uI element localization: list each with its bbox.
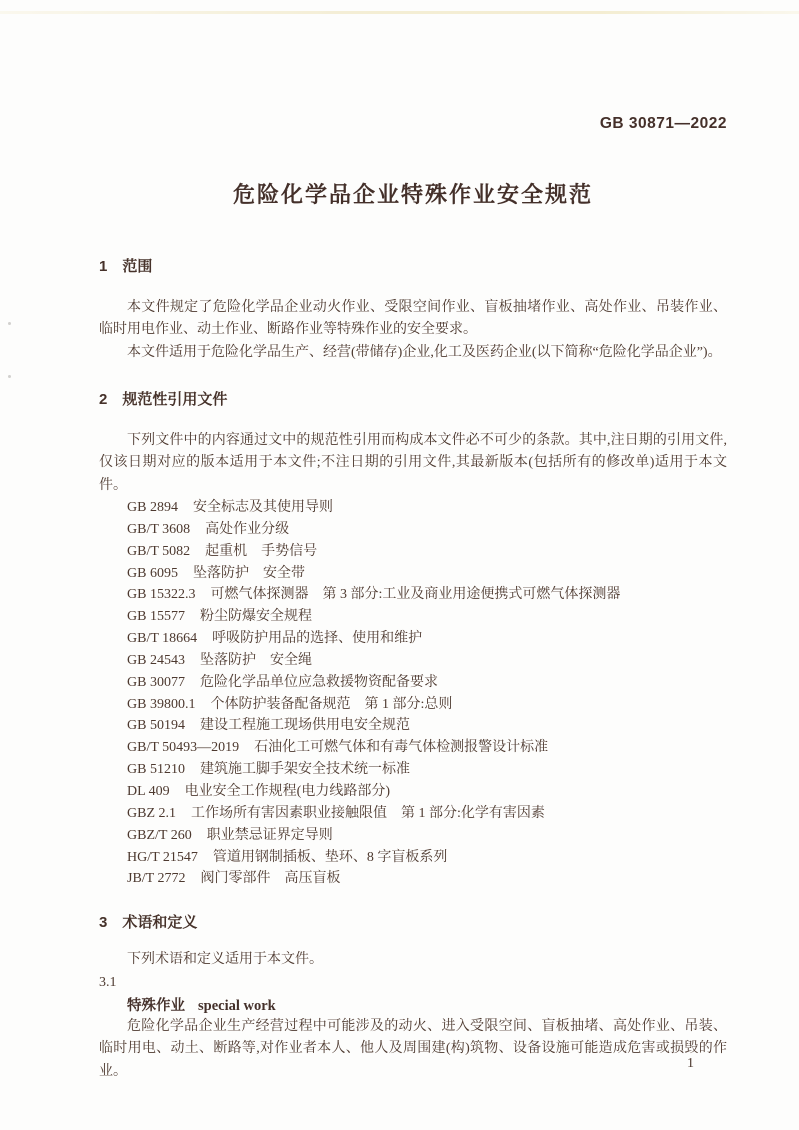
reference-code: GB 30077	[127, 674, 185, 690]
term-definition-block	[99, 1016, 727, 1083]
reference-code: JB/T 2772	[127, 871, 186, 887]
reference-title: 坠落防护 安全绳	[199, 652, 312, 668]
reference-item	[127, 672, 747, 694]
reference-code: GB 2894	[127, 500, 178, 515]
reference-title: 起重机 手势信号	[205, 543, 318, 559]
reference-title: 高处作业分级	[205, 521, 290, 537]
reference-code: GB/T 18664	[127, 631, 198, 647]
page-number: 1	[687, 1056, 694, 1071]
scan-artifact-speck	[8, 375, 11, 378]
section-2-heading: 2 规范性引用文件	[99, 391, 228, 408]
section-3-heading: 3 术语和定义	[99, 914, 198, 931]
reference-item	[127, 497, 747, 519]
reference-title: 安全标志及其使用导则	[192, 500, 333, 515]
reference-title: 管道用钢制插板、垫环、8 字盲板系列	[212, 849, 448, 865]
reference-title: 职业禁忌证界定导则	[206, 827, 333, 843]
reference-item	[127, 825, 747, 847]
reference-item	[127, 650, 747, 672]
reference-item	[127, 759, 747, 781]
reference-item	[127, 847, 747, 869]
reference-code: GB/T 5082	[127, 543, 191, 559]
scan-artifact-speck	[8, 322, 11, 325]
reference-title: 粉尘防爆安全规程	[199, 609, 312, 625]
reference-item	[127, 628, 747, 650]
reference-code: GB 39800.1	[127, 696, 196, 712]
reference-title: 个体防护装备配备规范 第 1 部分:总则	[210, 696, 453, 712]
term-entry	[127, 994, 276, 1015]
reference-title: 阀门零部件 高压盲板	[200, 871, 341, 887]
scope-paragraph-2: 本文件适用于危险化学品生产、经营(带储存)企业,化工及医药企业(以下简称“危险化学品企业”)。	[127, 344, 722, 360]
reference-title: 呼吸防护用品的选择、使用和维护	[212, 631, 423, 647]
reference-title: 工作场所有害因素职业接触限值 第 1 部分:化学有害因素	[191, 805, 545, 821]
reference-item	[127, 563, 747, 585]
term-definition: 危险化学品企业生产经营过程中可能涉及的动火、进入受限空间、盲板抽堵、高处作业、吊装、临时用电、动土、断路等,对作业者本人、他人及周围建(构)筑物、设备设施可能造成危害或损毁的作业。	[99, 1019, 727, 1079]
reference-title: 可燃气体探测器 第 3 部分:工业及商业用途便携式可燃气体探测器	[210, 587, 621, 603]
section-1-body	[99, 297, 727, 364]
reference-code: HG/T 21547	[127, 849, 198, 865]
reference-item	[127, 715, 747, 737]
normative-references-intro: 下列文件中的内容通过文中的规范性引用而构成本文件必不可少的条款。其中,注日期的引用文件,仅该日期对应的版本适用于本文件;不注日期的引用文件,其最新版本(包括所有的修改单)适用于本文件。	[99, 433, 727, 493]
reference-item	[127, 694, 747, 716]
reference-item	[127, 541, 747, 563]
term-english: special work	[198, 998, 276, 1014]
reference-item	[127, 606, 747, 628]
reference-code: GB/T 50493—2019	[127, 740, 240, 756]
term-number: 3.1	[99, 975, 117, 990]
reference-code: GB 6095	[127, 565, 178, 581]
reference-item	[127, 803, 747, 825]
scan-artifact-top-edge	[0, 11, 799, 14]
reference-code: DL 409	[127, 783, 170, 799]
reference-title: 危险化学品单位应急救援物资配备要求	[199, 674, 438, 690]
reference-title: 电业安全工作规程(电力线路部分)	[184, 783, 390, 799]
reference-item	[127, 584, 747, 606]
reference-code: GB 24543	[127, 652, 185, 668]
reference-code: GBZ 2.1	[127, 805, 176, 821]
reference-code: GB/T 3608	[127, 521, 191, 537]
term-chinese: 特殊作业	[127, 998, 185, 1014]
reference-title: 石油化工可燃气体和有毒气体检测报警设计标准	[254, 740, 549, 756]
reference-item	[127, 868, 747, 890]
reference-item	[127, 781, 747, 803]
terms-intro: 下列术语和定义适用于本文件。	[127, 952, 323, 967]
reference-title: 建设工程施工现场供用电安全规范	[199, 718, 410, 734]
reference-item	[127, 737, 747, 759]
reference-title: 坠落防护 安全带	[192, 565, 305, 581]
reference-code: GB 15577	[127, 609, 185, 625]
section-1-heading: 1 范围	[99, 258, 153, 275]
document-title: 危险化学品企业特殊作业安全规范	[232, 182, 593, 207]
reference-code: GB 50194	[127, 718, 185, 734]
scope-paragraph-1: 本文件规定了危险化学品企业动火作业、受限空间作业、盲板抽堵作业、高处作业、吊装作业、临时用电作业、动土作业、断路作业等特殊作业的安全要求。	[99, 300, 727, 338]
normative-references-list	[127, 497, 747, 890]
reference-code: GBZ/T 260	[127, 827, 192, 843]
terms-intro-block	[99, 949, 727, 971]
section-2-intro-block	[99, 430, 727, 497]
reference-item	[127, 519, 747, 541]
reference-code: GB 15322.3	[127, 587, 196, 603]
reference-title: 建筑施工脚手架安全技术统一标准	[199, 762, 410, 778]
reference-code: GB 51210	[127, 762, 185, 778]
standard-number: GB 30871—2022	[599, 115, 727, 132]
